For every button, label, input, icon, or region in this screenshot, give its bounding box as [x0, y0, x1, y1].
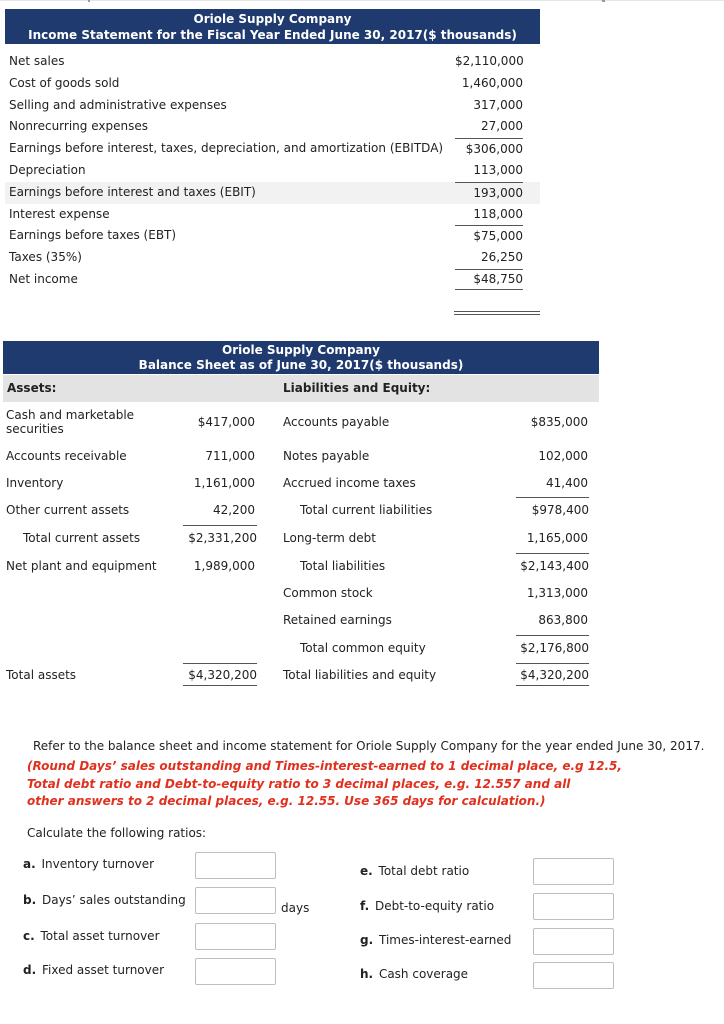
liability-value: 102,000 [538, 449, 588, 463]
liability-label: Accrued income taxes [283, 476, 416, 490]
income-row: Net sales $2,110,000 [9, 54, 524, 68]
income-row: Nonrecurring expenses 27,000 [9, 119, 523, 134]
ratio-label-inventory-turnover: a. Inventory turnover [23, 857, 155, 871]
income-company-name: Oriole Supply Company [193, 12, 352, 26]
balance-column-headers [3, 375, 599, 402]
ratio-label-times-interest-earned: g. Times-interest-earned [360, 933, 512, 947]
liabilities-equity-value-total: $4,320,200 [516, 663, 589, 686]
income-statement-header [5, 9, 540, 45]
equity-value-total: $2,176,800 [516, 635, 589, 655]
liability-label-total-current: Total current liabilities [300, 503, 433, 517]
times-interest-earned-input[interactable] [533, 928, 614, 955]
fixed-asset-turnover-input[interactable] [195, 958, 276, 985]
ratio-label-fixed-asset-turnover: d. Fixed asset turnover [23, 963, 165, 977]
asset-value: 711,000 [205, 449, 255, 463]
income-row-ebitda: Earnings before interest, taxes, depreciation, and amortization (EBITDA) $306,000 [5, 138, 540, 160]
balance-sheet-header [3, 341, 599, 375]
question-intro: Refer to the balance sheet and income statement for Oriole Supply Company for the year ended June 30, 2017. [33, 739, 705, 753]
top-border [0, 0, 724, 1]
debt-to-equity-input[interactable] [533, 893, 614, 920]
inventory-turnover-input[interactable] [195, 852, 276, 879]
double-underline [454, 311, 540, 312]
equity-value: 1,313,000 [526, 586, 588, 600]
income-row: Taxes (35%) 26,250 [9, 250, 523, 265]
ratio-label-cash-coverage: h. Cash coverage [360, 967, 469, 981]
asset-value: 42,200 [213, 503, 255, 517]
equity-label: Retained earnings [283, 613, 392, 627]
calc-prompt: Calculate the following ratios: [27, 826, 207, 840]
cash-coverage-input[interactable] [533, 962, 614, 989]
liability-label: Accounts payable [283, 415, 390, 429]
days-sales-outstanding-input[interactable] [195, 887, 276, 914]
liability-label: Notes payable [283, 449, 370, 463]
balance-sheet [3, 341, 599, 691]
liability-value: $835,000 [530, 415, 588, 429]
income-row: Interest expense 118,000 [9, 206, 523, 221]
ratio-label-total-debt-ratio: e. Total debt ratio [360, 864, 470, 878]
income-statement [5, 9, 540, 321]
asset-label: Net plant and equipment [6, 559, 157, 573]
income-statement-subtitle: Income Statement for the Fiscal Year Ended June 30, 2017($ thousands) [28, 28, 517, 42]
liability-label-total: Total liabilities [300, 559, 386, 573]
balance-sheet-subtitle: Balance Sheet as of June 30, 2017($ thousands) [138, 358, 464, 372]
income-row: Depreciation 113,000 [9, 162, 523, 177]
total-debt-ratio-input[interactable] [533, 858, 614, 885]
equity-label: Common stock [283, 586, 373, 600]
liability-value: 41,400 [546, 476, 588, 490]
balance-company-name: Oriole Supply Company [222, 343, 380, 357]
asset-value-total: $4,320,200 [183, 663, 257, 686]
liabilities-equity-label-total: Total liabilities and equity [283, 668, 437, 682]
ratio-label-debt-to-equity: f. Debt-to-equity ratio [360, 899, 495, 913]
asset-label: Inventory [6, 476, 64, 490]
ratio-label-days-sales-outstanding: b. Days’ sales outstanding [23, 893, 186, 907]
asset-label: Other current assets [6, 503, 130, 517]
ratio-label-total-asset-turnover: c. Total asset turnover [23, 929, 160, 943]
total-asset-turnover-input[interactable] [195, 923, 276, 950]
days-unit-label: days [281, 901, 310, 915]
liabilities-header: Liabilities and Equity: [283, 381, 431, 395]
income-row-ebit: Earnings before interest and taxes (EBIT) 193,000 [5, 182, 540, 204]
asset-label: Accounts receivable [6, 449, 127, 463]
income-row: Cost of goods sold 1,460,000 [9, 75, 523, 90]
rounding-instructions: (Round Days’ sales outstanding and Times-interest-earned to 1 decimal place, e.g 12.5, Total debt ratio and Debt-to-equity ratio to 3 decimal places, e.g. 12.557 and all other answers to 2 decimal places, e.g. 12.55. Use 365 days for calculation.) [27, 759, 622, 808]
income-row: Selling and administrative expenses 317,000 [9, 97, 523, 112]
liability-value: 1,165,000 [526, 531, 588, 545]
asset-label: Cash and marketable securities [6, 408, 135, 436]
asset-value-total-current: $2,331,200 [183, 525, 257, 545]
liability-label: Long-term debt [283, 531, 377, 545]
asset-label-total-current: Total current assets [23, 531, 141, 545]
asset-value: 1,161,000 [193, 476, 255, 490]
liability-value-total: $2,143,400 [516, 553, 589, 573]
assets-header: Assets: [7, 381, 57, 395]
asset-value: 1,989,000 [193, 559, 255, 573]
equity-value: 863,800 [538, 613, 588, 627]
liability-value-total-current: $978,400 [516, 497, 589, 517]
income-row-ebt: Earnings before taxes (EBT) $75,000 [5, 225, 540, 247]
asset-value: $417,000 [197, 415, 255, 429]
equity-label-total: Total common equity [300, 641, 426, 655]
income-row-net-income: Net income $48,750 [5, 269, 540, 291]
asset-label-total: Total assets [6, 668, 77, 682]
